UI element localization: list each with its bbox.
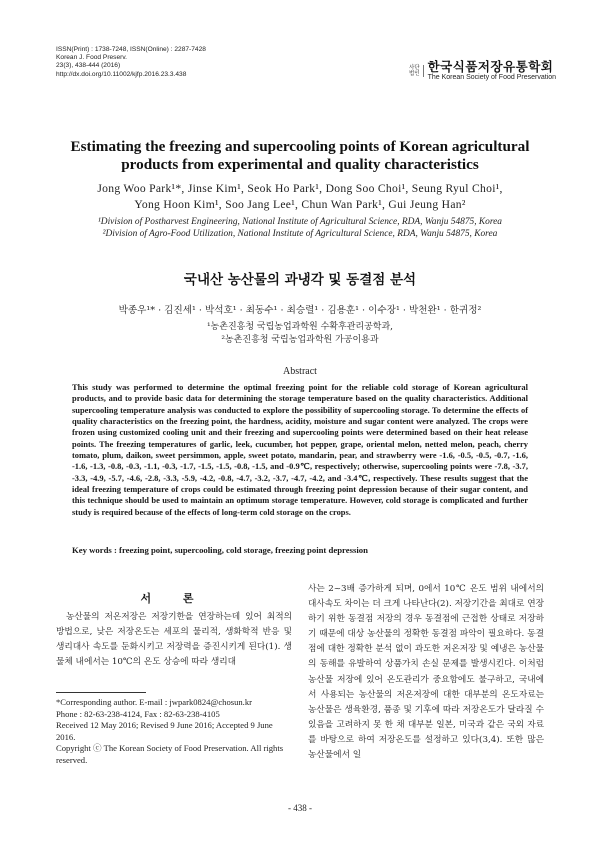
journal-metadata [56, 46, 206, 79]
abstract-text: This study was performed to determine the optimal freezing point for the reliable cold storage of Korean agricultural products, and to provide basic data for determining the storage temperature based on the quality characteristics. Additional supercooling temperature analysis was conducted to explore the possibility of supercooling storage. To determine the effects of quality characteristics on the freezing point, the hardness, acidity, moisture and sugar content were analyzed. The crops were frozen using customized cooling unit and their freezing and supercooling points were determined based on their heat release points. The freezing temperatures of garlic, leek, cucumber, hot pepper, grape, oriental melon, netted melon, peach, cherry tomato, plum, daikon, sweet persimmon, apple, sweet potato, mandarin, pear, and strawberry were -1.6, -0.5, -0.5, -0.7, -1.6, -1.6, -1.3, -0.8, -0.3, -1.1, -0.3, -1.7, -1.5, -1.5, -0.8, -1.5, and -0.9℃, respectively; otherwise, supercooling points were -7.8, -3.7, -3.3, -4.9, -5.7, -4.6, -2.8, -3.3, -5.9, -4.2, -0.8, -4.7, -3.2, -3.7, -4.7, -4.2, and -3.4℃, respectively. These results suggest that the ideal freezing temperature of crops could be estimated through freezing point depression because of their sugar content, and this technique should be used to maintain an optimum storage temperature. However, cold storage is complicated and further study is required because of the effects of long-term cold storage on the crops. [72, 382, 528, 517]
title-line-2: products from experimental and quality characteristics [121, 156, 479, 173]
logo-small-bottom: 법인 [408, 71, 420, 77]
affiliation-1: ¹Division of Postharvest Engineering, National Institute of Agricultural Science, RDA, Wanju 54875, Korea [98, 217, 502, 227]
author-list [40, 181, 560, 213]
footnote-divider [56, 692, 146, 693]
corresponding-author: *Corresponding author. E-mail : jwpark0824@chosun.kr [56, 697, 252, 707]
society-name-kr: 한국식품저장유통학회 [427, 59, 554, 74]
authors-line-1: Jong Woo Park¹*, Jinse Kim¹, Seok Ho Park¹, Dong Soo Choi¹, Seung Ryul Choi¹, [97, 182, 503, 195]
logo-small-top: 사단 [408, 65, 420, 71]
issn-line: ISSN(Print) : 1738-7248, ISSN(Online) : 2287-7428 [56, 46, 206, 53]
keywords: Key words : freezing point, supercooling, cold storage, freezing point depression [72, 545, 368, 555]
korean-affiliation-1: ¹농촌진흥청 국립농업과학원 수확후관리공학과, [206, 322, 394, 332]
volume-pages: 23(3), 438-444 (2016) [56, 62, 121, 70]
intro-left-column: 농산물의 저온저장은 저장기한을 연장하는데 있어 최적의 방법으로, 낮은 저장온도는 세포의 물리적, 생화학적 반응 및 생리대사 속도를 둔화시키고 저장력을 증진시키게 된다(1). 생물체 내에서는 10℃의 온도 상승에 따라 생리대 [56, 612, 292, 668]
korean-affiliation-2: ²농촌진흥청 국립농업과학원 가공이용과 [221, 335, 379, 345]
korean-affiliations [40, 321, 560, 347]
affiliation-2: ²Division of Agro-Food Utilization, National Institute of Agricultural Science, RDA, Wanju 54875, Korea [102, 229, 498, 239]
intro-right-column: 사는 2~3배 증가하게 되며, 0에서 10℃ 온도 범위 내에서의 대사속도 차이는 더 크게 나타난다(2). 저장기간을 최대로 연장하기 위한 동결점 저장의 경우 동결점에 근접한 상태로 저장하기 때문에 대상 농산물의 정확한 동결점 파악이 필요하다. 동결점에 대한 정확한 분석 없이 과도한 저온저장 및 예냉은 농산물의 동해를 유발하여 상품가치 손실 문제를 발생시킨다. 이처럼 농산물 저장에 있어 온도관리가 중요함에도 불구하고, 국내에서 사용되는 농산물의 저온저장에 대한 대부분의 온도자료는 농산물은 생육환경, 품종 및 기후에 따라 저장온도가 달라질 수 있음을 고려하지 못 한 채 대부분 일본, 미국과 같은 국외 자료를 바탕으로 하여 저장온도를 설정하고 있다(3,4). 또한 많은 농산물에서 일 [308, 584, 544, 761]
korean-title: 국내산 농산물의 과냉각 및 동결점 분석 [183, 272, 417, 288]
paper-title [40, 138, 560, 174]
page-number: - 438 - [288, 803, 312, 813]
doi-link[interactable]: http://dx.doi.org/10.11002/kjfp.2016.23.3.438 [56, 70, 187, 78]
society-logo [409, 60, 556, 82]
contact-phone-fax: Phone : 82-63-238-4124, Fax : 82-63-238-4105 [56, 708, 220, 719]
journal-name: Korean J. Food Preserv. [56, 54, 127, 62]
footnote [56, 697, 292, 767]
copyright-notice: Copyright ⓒ The Korean Society of Food Preservation. All rights reserved. [56, 743, 284, 765]
logo-mark [409, 65, 424, 77]
authors-line-2: Yong Hoon Kim¹, Soo Jang Lee¹, Chun Wan Park¹, Gui Jeung Han² [134, 198, 466, 211]
abstract-heading: Abstract [283, 366, 317, 377]
society-name-en: The Korean Society of Food Preservation [427, 74, 556, 81]
section-heading-intro: 서 론 [140, 592, 208, 605]
received-dates: Received 12 May 2016; Revised 9 June 2016; Accepted 9 June 2016. [56, 720, 273, 742]
title-line-1: Estimating the freezing and supercooling points of Korean agricultural [70, 138, 530, 155]
affiliations [40, 216, 560, 240]
korean-authors: 박종우¹* · 김진세¹ · 박석호¹ · 최동수¹ · 최승렬¹ · 김용훈¹ · 이수장¹ · 박천완¹ · 한귀정² [118, 305, 482, 316]
